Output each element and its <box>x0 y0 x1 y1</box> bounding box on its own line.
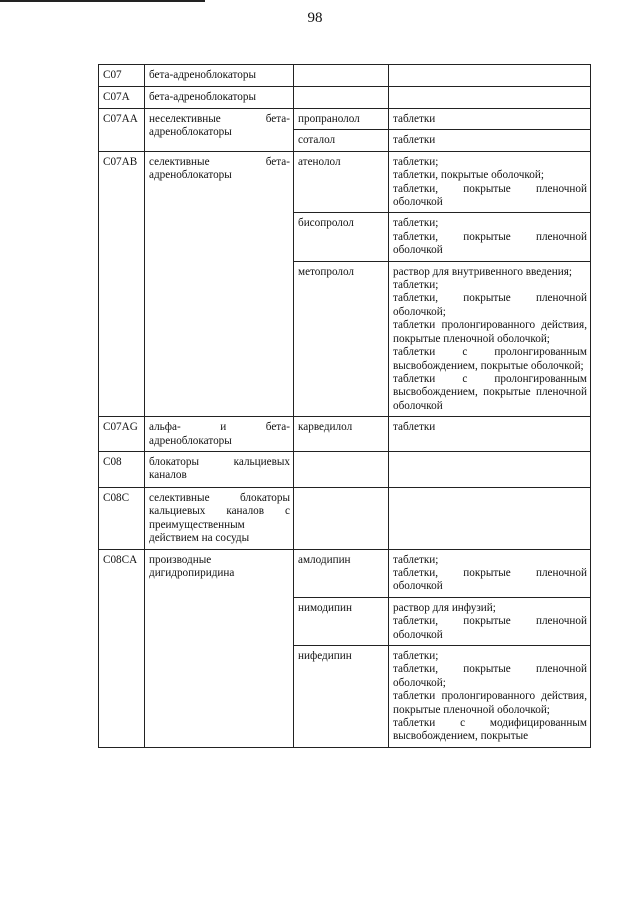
atc-code-cell: C07AA <box>99 109 145 152</box>
table-row <box>99 487 591 549</box>
dosage-form-line: таблетки, покрытые оболочкой; <box>393 169 544 182</box>
group-name-cell: блокаторы кальциевых каналов <box>145 451 294 487</box>
group-name-cell: селективные бета-адреноблокаторы <box>145 151 294 416</box>
atc-code-cell: C08C <box>99 487 145 549</box>
dosage-forms-cell <box>389 109 591 130</box>
dosage-form-line: таблетки; <box>393 650 439 662</box>
empty-drug-cell <box>294 65 389 87</box>
atc-code-cell: C07 <box>99 65 145 87</box>
empty-drug-cell <box>294 87 389 109</box>
group-name-cell: бета-адреноблокаторы <box>145 87 294 109</box>
table-row <box>99 109 591 130</box>
group-name-cell: селективные блокаторы кальциевых каналов с преимущественным действием на сосуды <box>145 487 294 549</box>
dosage-forms-cell <box>389 261 591 416</box>
dosage-form-line: таблетки с модифицированным высвобождением, покрытые <box>393 717 587 743</box>
dosage-forms-cell <box>389 130 591 151</box>
empty-forms-cell <box>389 87 591 109</box>
dosage-form-line: таблетки; <box>393 155 439 168</box>
atc-code-cell: C08 <box>99 451 145 487</box>
dosage-form-line: раствор для инфузий; <box>393 601 496 614</box>
dosage-forms-cell <box>389 213 591 261</box>
table-row <box>99 549 591 597</box>
empty-drug-cell <box>294 487 389 549</box>
dosage-form-line: таблетки, покрытые пленочной оболочкой; <box>393 663 587 689</box>
dosage-form-line: таблетки пролонгированного действия, покрытые пленочной оболочкой; <box>393 690 587 716</box>
group-name-cell: неселективные бета-адреноблокаторы <box>145 109 294 152</box>
dosage-forms-cell <box>389 549 591 597</box>
drug-name-cell: пропранолол <box>294 109 389 130</box>
group-name-cell: бета-адреноблокаторы <box>145 65 294 87</box>
dosage-form-line: таблетки; <box>393 553 439 566</box>
table-body <box>99 65 591 748</box>
empty-forms-cell <box>389 487 591 549</box>
drug-name-cell: бисопролол <box>294 213 389 261</box>
drug-name-cell: нимодипин <box>294 597 389 645</box>
atc-code-cell: C07AG <box>99 417 145 452</box>
drug-name-cell: атенолол <box>294 151 389 213</box>
dosage-form-line: таблетки, покрытые пленочной оболочкой <box>393 615 587 641</box>
dosage-form-line: таблетки, покрытые пленочной оболочкой <box>393 182 587 209</box>
dosage-form-line: таблетки; <box>393 279 439 292</box>
table-row <box>99 417 591 452</box>
drug-table <box>98 64 591 748</box>
dosage-form-line: таблетки, покрытые пленочной оболочкой <box>393 230 587 257</box>
dosage-form-line: таблетки, покрытые пленочной оболочкой; <box>393 292 587 318</box>
atc-code-cell: C07AB <box>99 151 145 416</box>
drug-name-cell: карведилол <box>294 417 389 452</box>
dosage-form-line: раствор для внутривенного введения; <box>393 265 572 278</box>
page-number: 98 <box>307 10 323 26</box>
drug-name-cell: нифедипин <box>294 646 389 748</box>
dosage-forms-cell <box>389 417 591 452</box>
group-name-cell: производные дигидропиридина <box>145 549 294 747</box>
atc-code-cell: C08CA <box>99 549 145 747</box>
top-rule <box>0 0 205 2</box>
table-row <box>99 151 591 213</box>
dosage-form-line: таблетки; <box>393 217 439 230</box>
dosage-forms-cell <box>389 597 591 645</box>
table-row <box>99 451 591 487</box>
dosage-form-line: таблетки <box>393 113 436 125</box>
table-row <box>99 87 591 109</box>
dosage-forms-cell <box>389 151 591 213</box>
empty-forms-cell <box>389 451 591 487</box>
table-row <box>99 65 591 87</box>
dosage-forms-cell <box>389 646 591 748</box>
dosage-form-line: таблетки пролонгированного действия, покрытые пленочной оболочкой; <box>393 319 587 345</box>
empty-forms-cell <box>389 65 591 87</box>
dosage-form-line: таблетки с пролонгированным высвобождением, покрытые пленочной оболочкой <box>393 372 587 412</box>
empty-drug-cell <box>294 451 389 487</box>
atc-code-cell: C07A <box>99 87 145 109</box>
drug-name-cell: амлодипин <box>294 549 389 597</box>
dosage-form-line: таблетки <box>393 421 436 434</box>
drug-name-cell: метопролол <box>294 261 389 416</box>
dosage-form-line: таблетки, покрытые пленочной оболочкой <box>393 566 587 593</box>
dosage-form-line: таблетки <box>393 134 436 147</box>
drug-name-cell: соталол <box>294 130 389 151</box>
group-name-cell: альфа- и бета-адреноблокаторы <box>145 417 294 452</box>
dosage-form-line: таблетки с пролонгированным высвобождением, покрытые оболочкой; <box>393 346 587 372</box>
